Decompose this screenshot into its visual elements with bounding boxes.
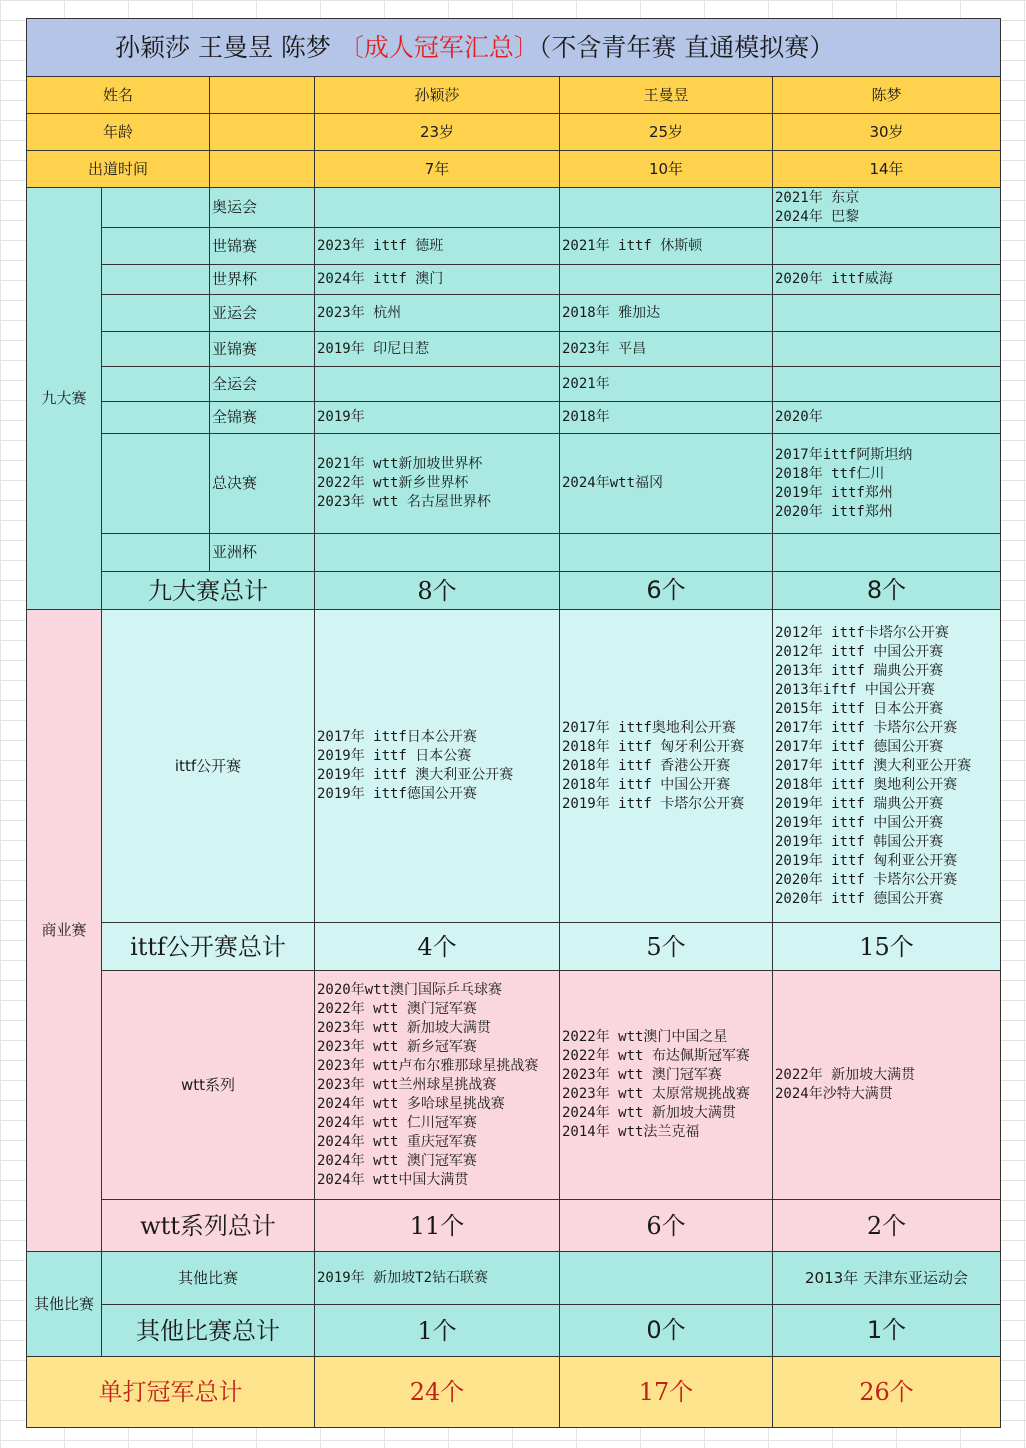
event-cell — [560, 367, 773, 402]
entry-line: 2019年 ittf郑州 — [775, 484, 893, 501]
event-name: 总决赛 — [210, 434, 315, 534]
age-label: 年龄 — [27, 114, 210, 151]
wtt-cell-p2 — [560, 971, 773, 1200]
event-cell — [315, 367, 560, 402]
grand-total-p3: 26个 — [773, 1357, 1001, 1428]
ittf-total-p3: 15个 — [773, 923, 1001, 971]
nine-total-p2: 6个 — [560, 572, 773, 610]
player-1-debut: 7年 — [315, 151, 560, 188]
event-cell — [315, 332, 560, 367]
ittf-total-label: ittf公开赛总计 — [102, 923, 315, 971]
event-cell — [315, 228, 560, 265]
wtt-total-label: wtt系列总计 — [102, 1200, 315, 1252]
entry-line: 2017年 ittf 德国公开赛 — [775, 738, 944, 755]
ittf-label: ittf公开赛 — [102, 610, 315, 923]
entry-line: 2020年 ittf 卡塔尔公开赛 — [775, 871, 958, 888]
entry-line: 2024年 wtt 新加坡大满贯 — [562, 1105, 736, 1121]
nine-total-p3: 8个 — [773, 572, 1001, 610]
player-3-debut: 14年 — [773, 151, 1001, 188]
entry-line: 2024年wtt福冈 — [562, 475, 664, 491]
entry-line: 2022年 wtt新乡世界杯 — [317, 475, 469, 491]
player-2-age: 25岁 — [560, 114, 773, 151]
entry-line: 2013年iftf 中国公开赛 — [775, 681, 935, 698]
entry-line: 2013年 ittf 瑞典公开赛 — [775, 662, 944, 679]
champion-summary-table — [26, 18, 1001, 1428]
entry-line: 2018年 ttf仁川 — [775, 465, 885, 482]
event-cell — [560, 228, 773, 265]
nine-blank-cell — [102, 265, 210, 295]
event-cell — [773, 332, 1001, 367]
event-cell — [773, 295, 1001, 332]
event-cell — [560, 332, 773, 367]
entry-line: 2024年 wtt 多哈球星挑战赛 — [317, 1095, 505, 1112]
entry-line: 2018年 雅加达 — [562, 304, 661, 321]
wtt-label: wtt系列 — [102, 971, 315, 1200]
entry-line: 2022年 wtt 澳门冠军赛 — [317, 1000, 477, 1017]
entry-line: 2019年 — [317, 409, 365, 425]
entry-line: 2024年沙特大满贯 — [775, 1086, 893, 1102]
event-name: 亚洲杯 — [210, 534, 315, 572]
nine-blank-cell — [102, 534, 210, 572]
entry-line: 2023年 wtt 新乡冠军赛 — [317, 1038, 477, 1055]
entry-line: 2023年 ittf 德班 — [317, 237, 444, 254]
entry-line: 2019年 ittf德国公开赛 — [317, 786, 477, 802]
nine-blank-cell — [102, 434, 210, 534]
event-cell — [560, 295, 773, 332]
nine-total-p1: 8个 — [315, 572, 560, 610]
event-cell — [773, 534, 1001, 572]
grand-total-p1: 24个 — [315, 1357, 560, 1428]
event-cell — [315, 295, 560, 332]
entry-line: 2020年 ittf 德国公开赛 — [775, 890, 944, 907]
entry-line: 2018年 ittf 匈牙利公开赛 — [562, 738, 745, 755]
event-cell — [560, 188, 773, 228]
title-highlight: 〔成人冠军汇总〕 — [338, 32, 539, 62]
ittf-cell-p1 — [315, 610, 560, 923]
entry-line: 2019年 ittf 中国公开赛 — [775, 814, 944, 831]
event-cell — [315, 265, 560, 295]
ittf-total-p1: 4个 — [315, 923, 560, 971]
event-name: 全锦赛 — [210, 402, 315, 434]
event-cell — [560, 534, 773, 572]
player-1-name: 孙颖莎 — [315, 77, 560, 114]
commercial-group-label: 商业赛 — [27, 610, 102, 1252]
player-1-age: 23岁 — [315, 114, 560, 151]
entry-line: 2015年 ittf 日本公开赛 — [775, 700, 944, 717]
debut-label: 出道时间 — [27, 151, 210, 188]
entry-line: 2024年 ittf 澳门 — [317, 271, 444, 287]
event-cell — [315, 534, 560, 572]
event-name: 全运会 — [210, 367, 315, 402]
entry-line: 2018年 ittf 奥地利公开赛 — [775, 776, 958, 793]
entry-line: 2020年 ittf郑州 — [775, 503, 893, 520]
event-cell — [560, 434, 773, 534]
nine-group-label: 九大赛 — [27, 188, 102, 610]
event-cell — [560, 402, 773, 434]
entry-line: 2022年 wtt澳门中国之星 — [562, 1029, 728, 1045]
ittf-cell-p3 — [773, 610, 1001, 923]
other-cell-p3: 2013年 天津东亚运动会 — [773, 1252, 1001, 1305]
grand-total-p2: 17个 — [560, 1357, 773, 1428]
event-cell — [315, 402, 560, 434]
entry-line: 2019年 印尼日惹 — [317, 340, 430, 357]
entry-line: 2021年 ittf 休斯顿 — [562, 237, 703, 254]
other-label: 其他比赛 — [102, 1252, 315, 1305]
other-cell-p1: 2019年 新加坡T2钻石联赛 — [315, 1252, 560, 1305]
entry-line: 2019年 ittf 韩国公开赛 — [775, 833, 944, 850]
event-name: 世锦赛 — [210, 228, 315, 265]
entry-line: 2023年 wtt 新加坡大满贯 — [317, 1019, 491, 1036]
event-cell — [773, 434, 1001, 534]
other-total-p2: 0个 — [560, 1305, 773, 1357]
nine-blank-cell — [102, 295, 210, 332]
event-cell — [560, 265, 773, 295]
sheet-title — [27, 19, 1001, 77]
other-total-p3: 1个 — [773, 1305, 1001, 1357]
entry-line: 2020年 — [775, 409, 823, 425]
entry-line: 2017年 ittf奥地利公开赛 — [562, 719, 736, 736]
entry-line: 2021年 东京 — [775, 189, 860, 206]
title-note: （不含青年赛 直通模拟赛） — [538, 32, 835, 62]
entry-line: 2024年 wtt 澳门冠军赛 — [317, 1152, 477, 1169]
entry-line: 2020年wtt澳门国际乒乓球赛 — [317, 981, 503, 998]
entry-line: 2023年 wtt兰州球星挑战赛 — [317, 1076, 497, 1093]
entry-line: 2012年 ittf 中国公开赛 — [775, 643, 944, 660]
event-name: 亚锦赛 — [210, 332, 315, 367]
entry-line: 2021年 wtt新加坡世界杯 — [317, 456, 483, 472]
entry-line: 2024年 wtt中国大满贯 — [317, 1171, 469, 1188]
entry-line: 2019年 ittf 日本公赛 — [317, 748, 472, 764]
entry-line: 2024年 巴黎 — [775, 208, 860, 225]
entry-line: 2014年 wtt法兰克福 — [562, 1124, 700, 1140]
age-label-blank — [210, 114, 315, 151]
entry-line: 2023年 平昌 — [562, 340, 647, 357]
player-3-age: 30岁 — [773, 114, 1001, 151]
event-cell — [773, 402, 1001, 434]
ittf-total-p2: 5个 — [560, 923, 773, 971]
entry-line: 2012年 ittf卡塔尔公开赛 — [775, 624, 949, 641]
nine-blank-cell — [102, 188, 210, 228]
entry-line: 2019年 ittf 匈利亚公开赛 — [775, 852, 958, 869]
event-cell — [315, 188, 560, 228]
entry-line: 2022年 新加坡大满贯 — [775, 1067, 916, 1083]
name-label: 姓名 — [27, 77, 210, 114]
nine-blank-cell — [102, 402, 210, 434]
event-cell — [773, 265, 1001, 295]
debut-label-blank — [210, 151, 315, 188]
event-name: 奥运会 — [210, 188, 315, 228]
event-cell — [773, 188, 1001, 228]
entry-line: 2017年ittf阿斯坦纳 — [775, 446, 913, 463]
ittf-cell-p2 — [560, 610, 773, 923]
entry-line: 2023年 wtt 名古屋世界杯 — [317, 494, 491, 510]
other-cell-p2 — [560, 1252, 773, 1305]
nine-total-label: 九大赛总计 — [102, 572, 315, 610]
entry-line: 2017年 ittf 卡塔尔公开赛 — [775, 719, 958, 736]
wtt-cell-p3 — [773, 971, 1001, 1200]
wtt-total-p1: 11个 — [315, 1200, 560, 1252]
player-2-name: 王曼昱 — [560, 77, 773, 114]
entry-line: 2019年 ittf 瑞典公开赛 — [775, 795, 944, 812]
wtt-total-p2: 6个 — [560, 1200, 773, 1252]
event-cell — [773, 367, 1001, 402]
entry-line: 2020年 ittf威海 — [775, 271, 893, 287]
player-3-name: 陈梦 — [773, 77, 1001, 114]
entry-line: 2019年 ittf 卡塔尔公开赛 — [562, 795, 745, 812]
nine-blank-cell — [102, 332, 210, 367]
entry-line: 2021年 — [562, 375, 610, 392]
title-names: 孙颖莎 王曼昱 陈梦 — [115, 32, 339, 62]
entry-line: 2023年 wtt 澳门冠军赛 — [562, 1067, 722, 1083]
event-cell — [315, 434, 560, 534]
nine-blank-cell — [102, 228, 210, 265]
event-name: 世界杯 — [210, 265, 315, 295]
entry-line: 2017年 ittf 澳大利亚公开赛 — [775, 757, 972, 774]
entry-line: 2018年 ittf 中国公开赛 — [562, 776, 731, 793]
wtt-cell-p1 — [315, 971, 560, 1200]
name-label-blank — [210, 77, 315, 114]
other-total-label: 其他比赛总计 — [102, 1305, 315, 1357]
nine-blank-cell — [102, 367, 210, 402]
entry-line: 2022年 wtt 布达佩斯冠军赛 — [562, 1048, 750, 1064]
wtt-total-p3: 2个 — [773, 1200, 1001, 1252]
entry-line: 2017年 ittf日本公开赛 — [317, 729, 477, 745]
grand-total-label: 单打冠军总计 — [27, 1357, 315, 1428]
other-group-label: 其他比赛 — [27, 1252, 102, 1357]
entry-line: 2023年 wtt 太原常规挑战赛 — [562, 1086, 750, 1102]
other-total-p1: 1个 — [315, 1305, 560, 1357]
entry-line: 2023年 wtt卢布尔雅那球星挑战赛 — [317, 1057, 539, 1074]
entry-line: 2019年 ittf 澳大利亚公开赛 — [317, 767, 514, 783]
entry-line: 2023年 杭州 — [317, 304, 402, 321]
entry-line: 2018年 — [562, 409, 610, 425]
event-name: 亚运会 — [210, 295, 315, 332]
entry-line: 2018年 ittf 香港公开赛 — [562, 757, 731, 774]
entry-line: 2024年 wtt 仁川冠军赛 — [317, 1114, 477, 1131]
event-cell — [773, 228, 1001, 265]
entry-line: 2024年 wtt 重庆冠军赛 — [317, 1133, 477, 1150]
player-2-debut: 10年 — [560, 151, 773, 188]
